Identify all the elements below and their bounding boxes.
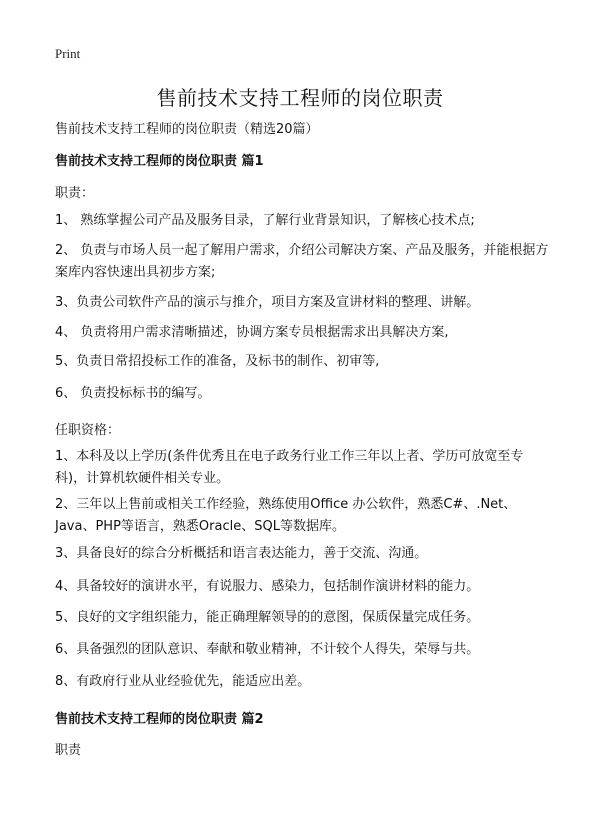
- page-title: 售前技术支持工程师的岗位职责: [156, 86, 444, 110]
- duty-item: 5、负责日常招投标工作的准备，及标书的制作、初审等,: [55, 354, 380, 369]
- section-heading-2: 售前技术支持工程师的岗位职责 篇2: [55, 712, 264, 727]
- qualification-item: 6、具备强烈的团队意识、奉献和敬业精神，不计较个人得失，荣辱与共。: [55, 642, 480, 657]
- duty-item: 2、 负责与市场人员一起了解用户需求，介绍公司解决方案、产品及服务，并能根据方案库内容快速出具初步方案;: [55, 243, 549, 280]
- qualification-item: 5、良好的文字组织能力，能正确理解领导的的意图，保质保量完成任务。: [55, 610, 480, 625]
- print-label: Print: [55, 46, 81, 61]
- qualifications-label: 任职资格：: [55, 423, 121, 438]
- duty-item: 4、 负责将用户需求清晰描述，协调方案专员根据需求出具解决方案,: [55, 325, 449, 340]
- qualification-item: 1、本科及以上学历(条件优秀且在电子政务行业工作三年以上者、学历可放宽至专科)，计算机软硬件相关专业。: [55, 449, 524, 486]
- section-heading-1: 售前技术支持工程师的岗位职责 篇1: [55, 154, 264, 169]
- duty-item: 3、负责公司软件产品的演示与推介，项目方案及宣讲材料的整理、讲解。: [55, 295, 480, 310]
- qualification-item: 8、有政府行业从业经验优先，能适应出差。: [55, 674, 311, 689]
- duties-label: 职责：: [55, 186, 95, 201]
- qualification-item: 3、具备良好的综合分析概括和语言表达能力，善于交流、沟通。: [55, 546, 428, 561]
- page-subtitle: 售前技术支持工程师的岗位职责（精选20篇）: [55, 122, 319, 137]
- duty-item: 1、 熟练掌握公司产品及服务目录，了解行业背景知识，了解核心技术点;: [55, 213, 475, 228]
- qualification-item: 2、三年以上售前或相关工作经验，熟练使用Office 办公软件，熟悉C#、.Net、Java、PHP等语言，熟悉Oracle、SQL等数据库。: [55, 497, 517, 534]
- qualification-item: 4、具备较好的演讲水平，有说服力、感染力，包括制作演讲材料的能力。: [55, 579, 480, 594]
- duty-item: 6、 负责投标标书的编写。: [55, 386, 211, 401]
- duties-label-2: 职责: [55, 743, 82, 758]
